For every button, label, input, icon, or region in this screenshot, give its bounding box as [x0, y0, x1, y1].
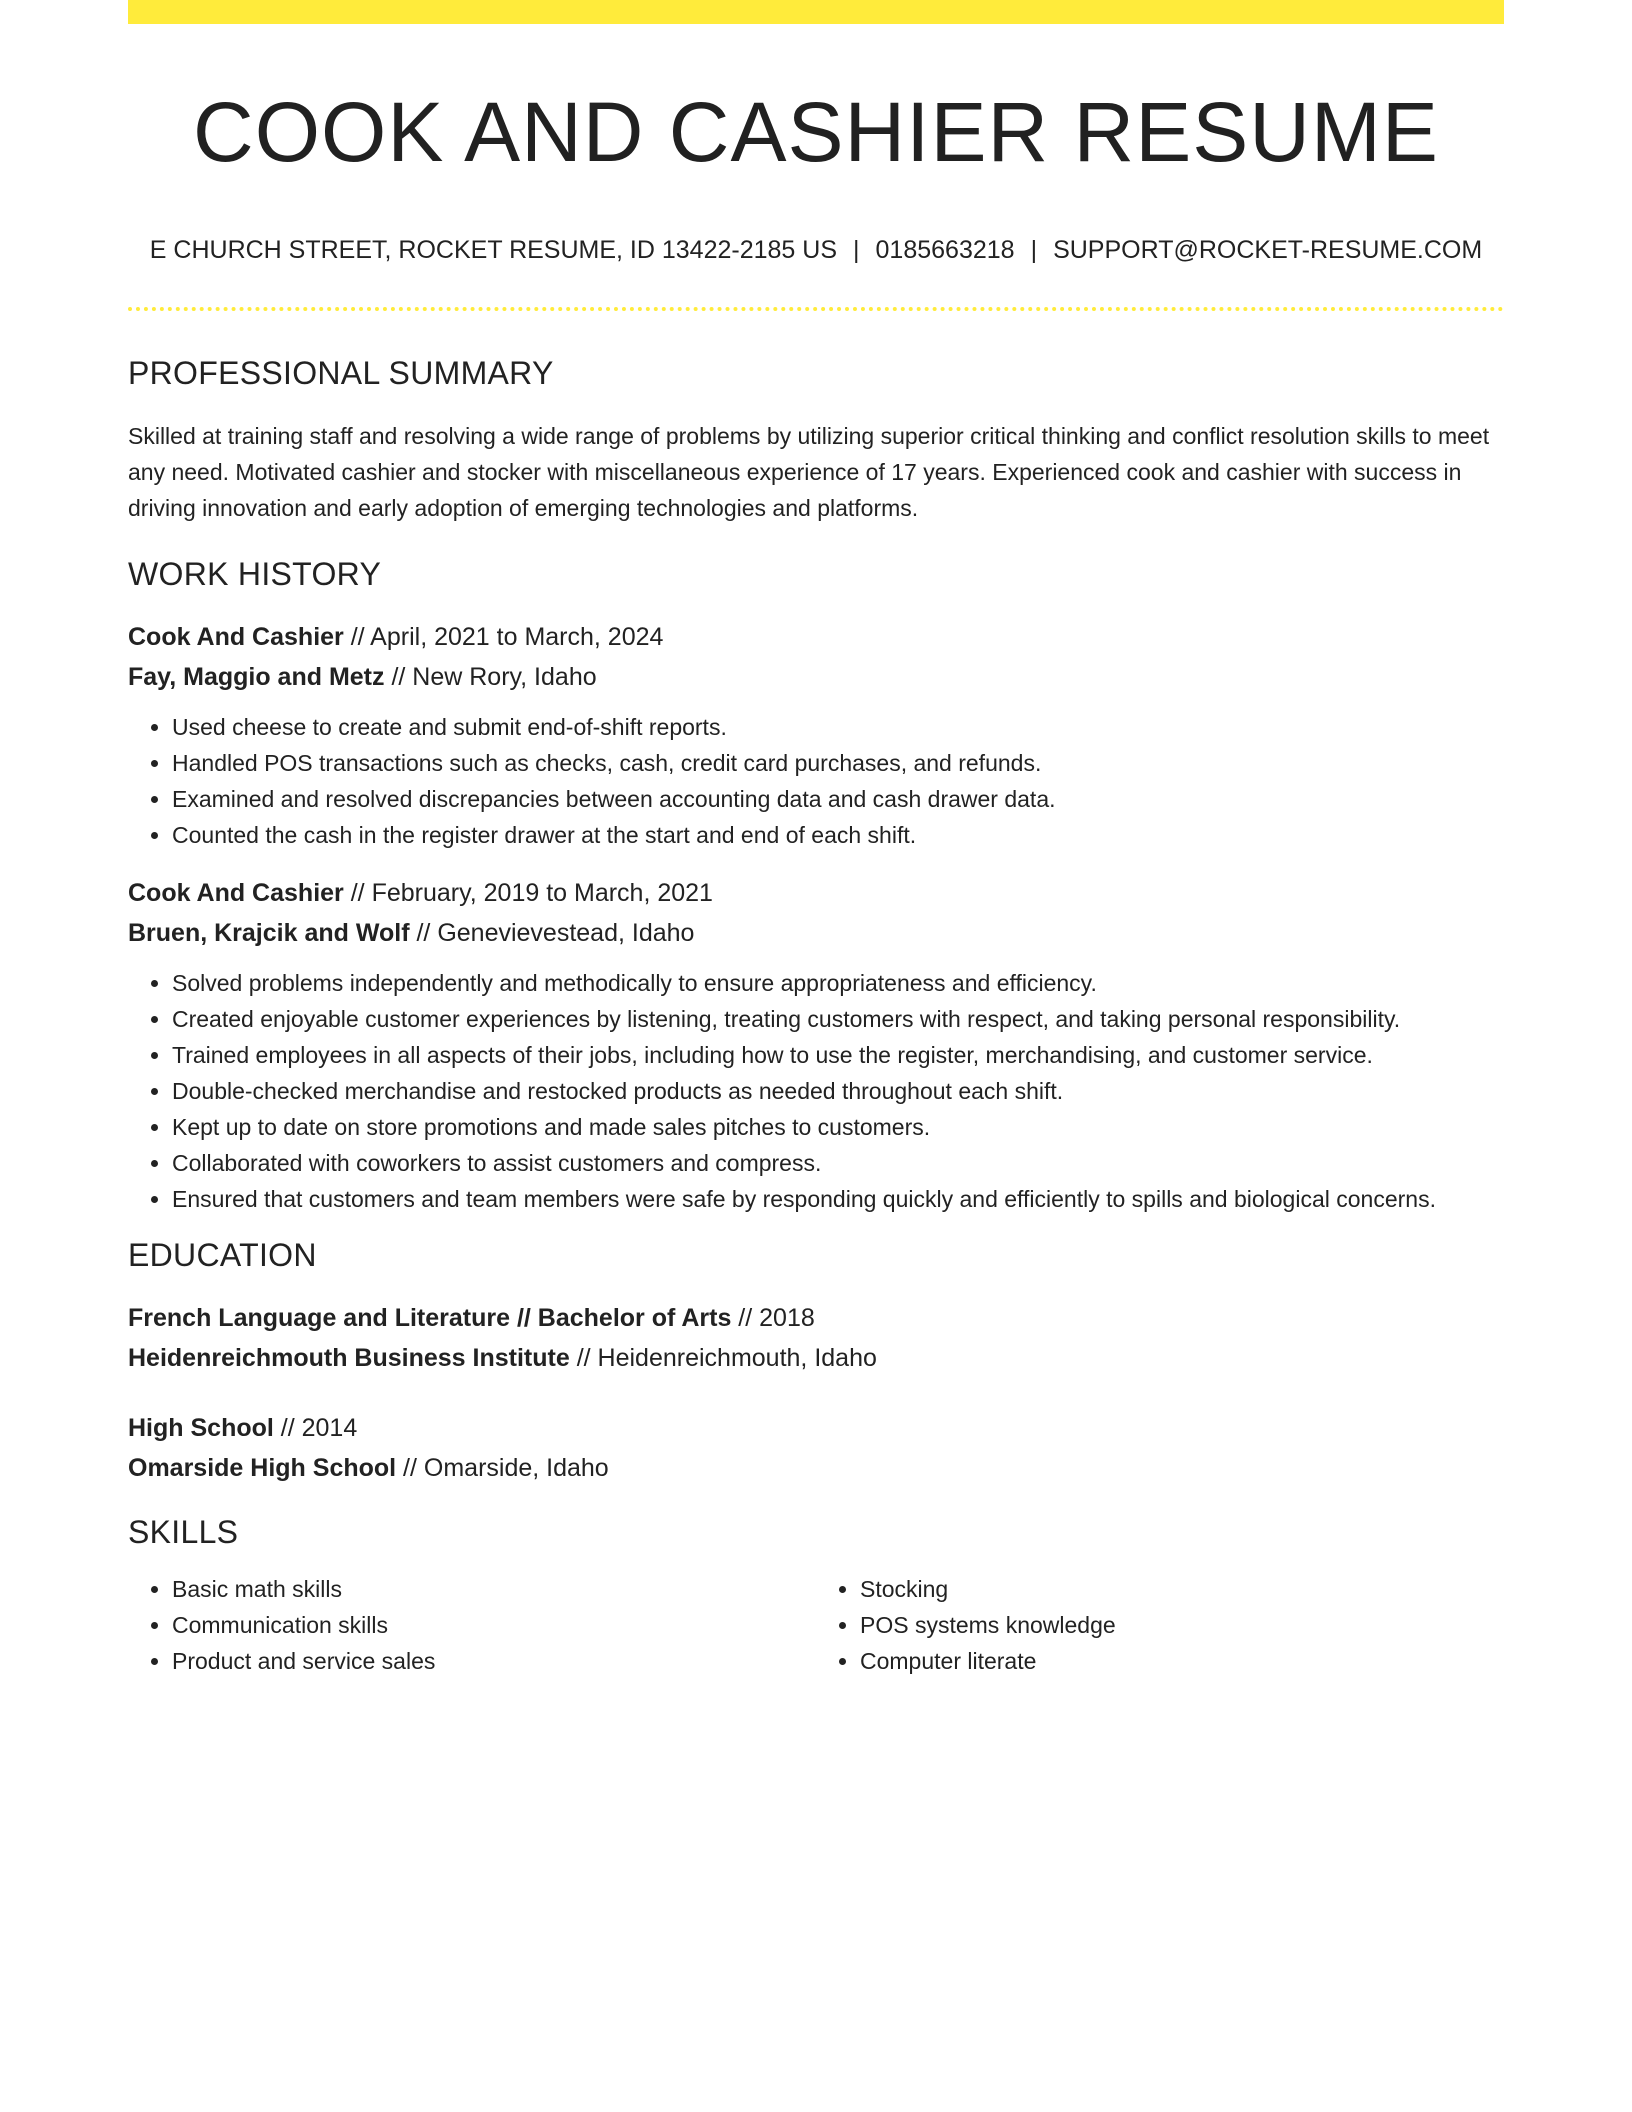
job-company-line: [128, 657, 1504, 697]
skill-item: • Communication skills: [172, 1607, 816, 1643]
contact-address: E CHURCH STREET, ROCKET RESUME, ID 13422-2185 US: [149, 236, 838, 265]
contact-line: [128, 236, 1504, 265]
job-bullets: [128, 965, 1504, 1217]
job-location: // New Rory, Idaho: [384, 663, 597, 692]
job-dates: // April, 2021 to March, 2024: [343, 623, 664, 652]
job-bullet: • Solved problems independently and methodically to ensure appropriateness and efficiency.: [172, 965, 1504, 1001]
skill-item: • Product and service sales: [172, 1643, 816, 1679]
education-school-line: [128, 1448, 1504, 1488]
education-year: // 2018: [731, 1304, 815, 1333]
job-title-line: [128, 873, 1504, 913]
contact-separator: |: [853, 236, 860, 265]
contact-separator: |: [1030, 236, 1038, 265]
skills-grid: [128, 1571, 1504, 1679]
job-bullet: • Used cheese to create and submit end-of-shift reports.: [172, 709, 1504, 745]
job-location: // Genevievestead, Idaho: [409, 919, 695, 948]
job-title-line: [128, 617, 1504, 657]
job-bullet: • Counted the cash in the register drawer at the start and end of each shift.: [172, 817, 1504, 853]
job-bullet: • Kept up to date on store promotions and made sales pitches to customers.: [172, 1109, 1504, 1145]
contact-phone: 0185663218: [875, 236, 1015, 265]
education-year: // 2014: [273, 1414, 358, 1443]
education-school: Omarside High School: [128, 1454, 397, 1483]
education-entry: [128, 1298, 1504, 1378]
contact-email: SUPPORT@ROCKET-RESUME.COM: [1053, 236, 1483, 265]
resume-title: COOK AND CASHIER RESUME: [193, 85, 1439, 179]
resume-page: [128, 0, 1504, 1679]
top-accent-bar: [128, 0, 1504, 24]
job-bullet: • Double-checked merchandise and restocked products as needed throughout each shift.: [172, 1073, 1504, 1109]
job-bullet: • Collaborated with coworkers to assist customers and compress.: [172, 1145, 1504, 1181]
skill-item: • Basic math skills: [172, 1571, 816, 1607]
job-entry: [128, 873, 1504, 953]
job-bullet: • Handled POS transactions such as checks, cash, credit card purchases, and refunds.: [172, 745, 1504, 781]
skills-list-left: [128, 1571, 816, 1679]
skill-item: • Stocking: [860, 1571, 1504, 1607]
summary-heading: PROFESSIONAL SUMMARY: [128, 355, 554, 392]
skill-item: • Computer literate: [860, 1643, 1504, 1679]
job-title: Cook And Cashier: [128, 623, 344, 652]
education-location: // Heidenreichmouth, Idaho: [569, 1344, 877, 1373]
education-location: // Omarside, Idaho: [396, 1454, 609, 1483]
job-bullet: • Ensured that customers and team members were safe by responding quickly and efficiently to spills and biological concerns.: [172, 1181, 1504, 1217]
job-bullet: • Created enjoyable customer experiences by listening, treating customers with respect, and taking personal responsibility.: [172, 1001, 1504, 1037]
education-degree-line: [128, 1298, 1504, 1338]
job-company: Bruen, Krajcik and Wolf: [128, 919, 410, 948]
dotted-divider: [128, 307, 1504, 311]
job-company: Fay, Maggio and Metz: [128, 663, 385, 692]
education-entry: [128, 1408, 1504, 1488]
education-degree-line: [128, 1408, 1504, 1448]
job-bullet: • Trained employees in all aspects of their jobs, including how to use the register, merchandising, and customer service.: [172, 1037, 1504, 1073]
summary-text: Skilled at training staff and resolving a wide range of problems by utilizing superior critical thinking and conflict resolution skills to meet any need. Motivated cashier and stocker with miscellaneous experience of 17 years. Experienced cook and cashier with success in driving innovation and early adoption of emerging technologies and platforms.: [128, 423, 1490, 522]
job-bullets: [128, 709, 1504, 853]
education-school: Heidenreichmouth Business Institute: [128, 1344, 570, 1373]
job-dates: // February, 2019 to March, 2021: [343, 879, 713, 908]
job-title: Cook And Cashier: [128, 879, 344, 908]
education-heading: EDUCATION: [128, 1237, 317, 1274]
job-bullet: • Examined and resolved discrepancies between accounting data and cash drawer data.: [172, 781, 1504, 817]
job-entry: [128, 617, 1504, 697]
skills-heading: SKILLS: [128, 1514, 239, 1551]
education-school-line: [128, 1338, 1504, 1378]
skill-item: • POS systems knowledge: [860, 1607, 1504, 1643]
job-company-line: [128, 913, 1504, 953]
work-history-heading: WORK HISTORY: [128, 556, 382, 593]
education-degree: High School: [128, 1414, 274, 1443]
skills-list-right: [816, 1571, 1504, 1679]
education-degree: French Language and Literature // Bachelor of Arts: [128, 1304, 732, 1333]
